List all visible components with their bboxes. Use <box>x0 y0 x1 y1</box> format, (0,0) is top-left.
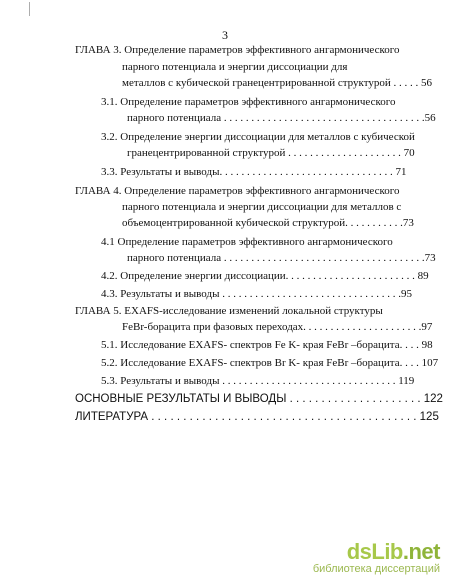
toc-chapter-3-title: ГЛАВА 3. Определение параметров эффективного ангармонического <box>75 44 400 56</box>
toc-3-1-title-end: парного потенциала . . . . . . . . . . . . . . . . . . . . . . . . . . . . . . . . . . . . .56 <box>127 112 436 124</box>
watermark-logo-main: dsLib <box>346 539 403 564</box>
toc-chapter-3-title-end: металлов с кубической гранецентрированной структурой . . . . . 56 <box>122 77 433 89</box>
toc-chapter-3-title-cont: парного потенциала и энергии диссоциации для <box>122 61 348 73</box>
toc-chapter-4-title-end: объемоцентрированной кубической структурой. . . . . . . . . . .73 <box>122 217 414 229</box>
page-number: 3 <box>222 28 228 42</box>
toc-5-1: 5.1. Исследование EXAFS- спектров Fe K- края FeBr –борацита. . . . 98 <box>101 339 433 351</box>
toc-chapter-4-title-cont: парного потенциала и энергии диссоциации для металлов с <box>122 201 402 213</box>
watermark-tagline: библиотека диссертаций <box>312 563 440 575</box>
toc-chapter-5-title-end: FeBr-борацита при фазовых переходах. . . . . . . . . . . . . . . . . . . . . .97 <box>122 321 433 333</box>
toc-3-2-title-end: гранецентрированной структурой . . . . . . . . . . . . . . . . . . . . . 70 <box>127 147 415 159</box>
scan-mark <box>29 2 30 16</box>
toc-3-3: 3.3. Результаты и выводы. . . . . . . . . . . . . . . . . . . . . . . . . . . . . . . . 71 <box>101 166 407 178</box>
watermark-logo <box>313 541 440 563</box>
toc-3-2-title: 3.2. Определение энергии диссоциации для металлов с кубической <box>101 131 415 143</box>
toc-literature: ЛИТЕРАТУРА . . . . . . . . . . . . . . . . . . . . . . . . . . . . . . . . . . . . . . . . . . 125 <box>75 411 439 423</box>
toc-4-3: 4.3. Результаты и выводы . . . . . . . . . . . . . . . . . . . . . . . . . . . . . . . . .95 <box>101 288 412 300</box>
toc-chapter-5-title: ГЛАВА 5. EXAFS-исследование изменений локальной структуры <box>75 305 383 317</box>
toc-chapter-4-title: ГЛАВА 4. Определение параметров эффективного ангармонического <box>75 185 400 197</box>
toc-main-results: ОСНОВНЫЕ РЕЗУЛЬТАТЫ И ВЫВОДЫ . . . . . . . . . . . . . . . . . . . . . 122 <box>75 393 443 405</box>
watermark-logo-suffix: .net <box>402 539 440 564</box>
toc-4-1-title-end: парного потенциала . . . . . . . . . . . . . . . . . . . . . . . . . . . . . . . . . . . . .73 <box>127 252 436 264</box>
toc-4-2: 4.2. Определение энергии диссоциации. . . . . . . . . . . . . . . . . . . . . . . . 89 <box>101 270 429 282</box>
toc-3-1-title: 3.1. Определение параметров эффективного ангармонического <box>101 96 396 108</box>
toc-4-1-title: 4.1 Определение параметров эффективного ангармонического <box>101 236 393 248</box>
watermark <box>313 541 440 576</box>
toc-5-2: 5.2. Исследование EXAFS- спектров Br K- края FeBr –борацита. . . . 107 <box>101 357 439 369</box>
toc-5-3: 5.3. Результаты и выводы . . . . . . . . . . . . . . . . . . . . . . . . . . . . . . . . 119 <box>101 375 415 387</box>
